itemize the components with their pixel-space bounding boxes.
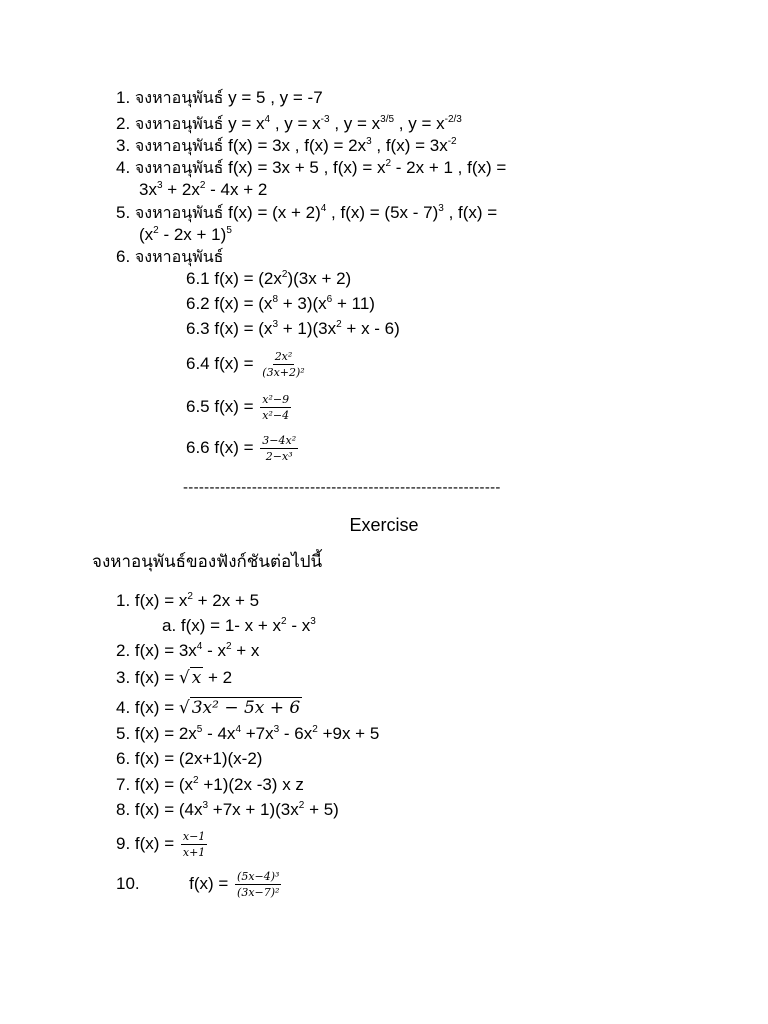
denominator: x+1 xyxy=(182,846,206,859)
exercise-number: 9. xyxy=(116,833,131,853)
expr-part: f(x) = 3x xyxy=(134,641,197,660)
exercise-number: 7. xyxy=(116,775,131,794)
exponent: 2 xyxy=(281,269,288,280)
exponent: 3 xyxy=(310,616,316,627)
exercise-title: Exercise xyxy=(349,515,419,535)
numerator: x²−9 xyxy=(262,393,290,406)
exercise-6 xyxy=(116,748,262,770)
exponent: -2 xyxy=(447,136,457,147)
question-2 xyxy=(116,113,462,135)
fraction xyxy=(260,350,306,379)
radicand: x xyxy=(191,668,202,688)
expr-part: - x xyxy=(207,641,226,660)
question-number: 4. xyxy=(116,158,131,177)
expr-part: + 3)(x xyxy=(282,294,327,313)
expr-part: , f(x) = (5x - 7) xyxy=(331,203,439,222)
exponent: 3 xyxy=(202,800,209,811)
expr-part: f(x) = 2x xyxy=(134,724,197,743)
expr-part: f(x) = x xyxy=(134,591,188,610)
exponent: 8 xyxy=(272,294,278,305)
expr-part: +1)(2x -3) x z xyxy=(203,775,304,794)
expr-part: )(3x + 2) xyxy=(287,269,352,288)
expr-part: - 4x + 2 xyxy=(210,180,268,199)
expr-part: - 4x xyxy=(207,724,236,743)
exponent: 2 xyxy=(281,616,287,627)
expr-part: f(x) = (x + 2) xyxy=(228,203,321,222)
exponent: 6 xyxy=(326,294,333,305)
question-instruction: จงหาอนุพันธ์ xyxy=(134,88,224,107)
exercise-number: 2. xyxy=(116,641,131,660)
exponent: 2 xyxy=(153,225,159,236)
expr-part: +7x xyxy=(245,724,274,743)
exponent: 2 xyxy=(199,180,206,191)
exercise-1a xyxy=(162,615,316,637)
question-6-6 xyxy=(186,434,298,463)
exponent: 3 xyxy=(273,724,280,735)
question-1 xyxy=(116,87,323,109)
expr-part: f(x) = xyxy=(134,833,175,853)
exponent: 2 xyxy=(336,319,342,330)
question-6-5 xyxy=(186,393,291,422)
question-number: 2. xyxy=(116,114,131,133)
exercise-5 xyxy=(116,723,379,745)
question-instruction: จงหาอนุพันธ์ xyxy=(134,158,224,177)
section-divider: ------------------------------------------------------------ xyxy=(183,479,501,496)
question-number: 1. xyxy=(116,88,131,107)
exponent: 2 xyxy=(385,158,392,169)
numerator: 2x² xyxy=(274,350,293,363)
exponent: 5 xyxy=(226,225,232,236)
exponent: 2 xyxy=(225,641,232,652)
expr-part: 3x xyxy=(139,180,157,199)
expr-part: 6.5 f(x) = xyxy=(186,396,254,416)
question-3 xyxy=(116,135,457,157)
expr-part: 6.6 f(x) = xyxy=(186,437,254,457)
numerator: 3−4x² xyxy=(262,434,297,447)
expr-part: + x xyxy=(236,641,260,660)
question-number: 5. xyxy=(116,203,131,222)
exercise-7 xyxy=(116,774,304,796)
denominator: x²−4 xyxy=(262,409,290,422)
question-number: 3. xyxy=(116,136,131,155)
question-number: 6. xyxy=(116,247,131,266)
exponent: 4 xyxy=(235,724,241,735)
question-4 xyxy=(116,157,506,179)
exponent: 2 xyxy=(187,591,193,602)
expr-part: y = x xyxy=(228,114,265,133)
expr-part: + x - 6) xyxy=(346,319,400,338)
expr-part: f(x) = 3x , f(x) = 2x xyxy=(228,136,367,155)
fraction xyxy=(181,830,207,859)
exercise-number: 1. xyxy=(116,591,131,610)
expr-part: - x xyxy=(291,616,311,635)
exponent: 4 xyxy=(264,114,271,125)
question-6-2 xyxy=(186,293,375,315)
question-6 xyxy=(116,246,223,268)
question-6-1 xyxy=(186,268,351,290)
expr-part: + 2 xyxy=(208,668,233,687)
expr-part: f(x) = xyxy=(134,698,175,717)
expr-part: , y = x xyxy=(274,114,321,133)
expr-part: +9x + 5 xyxy=(322,724,380,743)
exponent: 3 xyxy=(438,203,444,214)
question-6-4 xyxy=(186,350,307,379)
square-root: √ x xyxy=(178,668,202,688)
exercise-8 xyxy=(116,799,339,821)
exponent: 3 xyxy=(272,319,278,330)
expr-part: +7x + 1)(3x xyxy=(212,800,299,819)
exercise-instruction: จงหาอนุพันธ์ของฟังก์ชันต่อไปนี้ xyxy=(92,552,323,572)
numerator: x−1 xyxy=(182,830,206,843)
expr-part: f(x) = (2x+1)(x-2) xyxy=(134,749,263,768)
radicand: 3x² − 5x + 6 xyxy=(191,698,301,718)
expr-part: , y = x xyxy=(398,114,445,133)
fraction xyxy=(260,434,298,463)
expr-part: + 1)(3x xyxy=(282,319,337,338)
expr-part: 6.4 f(x) = xyxy=(186,353,254,373)
question-5 xyxy=(116,202,497,224)
exponent: 3/5 xyxy=(380,114,395,125)
exercise-number: 4. xyxy=(116,698,131,717)
question-instruction: จงหาอนุพันธ์ xyxy=(134,247,224,266)
expr-part: a. f(x) = 1- x + x xyxy=(162,616,282,635)
expr-part: , y = x xyxy=(334,114,381,133)
square-root: √ 3x² − 5x + 6 xyxy=(178,698,301,718)
exercise-2 xyxy=(116,640,259,662)
exponent: -3 xyxy=(320,114,330,125)
question-instruction: จงหาอนุพันธ์ xyxy=(134,203,224,222)
expr-part: (x xyxy=(139,225,154,244)
denominator: (3x+2)² xyxy=(262,366,305,379)
expr-part: - 2x + 1 , f(x) = xyxy=(395,158,507,177)
expr-part: f(x) = 3x + 5 , f(x) = x xyxy=(228,158,386,177)
expr-part: + 2x xyxy=(167,180,200,199)
expr-part: , f(x) = xyxy=(448,203,498,222)
exponent: 2 xyxy=(298,800,305,811)
exponent: -2/3 xyxy=(444,114,462,125)
expr-part: , f(x) = 3x xyxy=(376,136,448,155)
exercise-4 xyxy=(116,697,302,719)
exponent: 3 xyxy=(366,136,372,147)
expr-part: - 6x xyxy=(283,724,313,743)
exponent: 5 xyxy=(196,724,203,735)
exercise-1 xyxy=(116,590,259,612)
expr-part: - 2x + 1) xyxy=(163,225,227,244)
exponent: 4 xyxy=(196,641,203,652)
expr-part: f(x) = (4x xyxy=(134,800,203,819)
question-instruction: จงหาอนุพันธ์ xyxy=(134,136,224,155)
exponent: 2 xyxy=(312,724,318,735)
exercise-9 xyxy=(116,830,207,859)
fraction xyxy=(235,870,281,899)
expr-part: f(x) = xyxy=(189,873,229,893)
expr-part: + 11) xyxy=(336,294,375,313)
exercise-number: 10. xyxy=(116,873,140,893)
expr-part: f(x) = xyxy=(134,668,175,687)
exercise-number: 8. xyxy=(116,800,131,819)
exercise-10 xyxy=(116,870,281,899)
expr-part: f(x) = (x xyxy=(134,775,194,794)
question-expression: y = 5 , y = -7 xyxy=(228,88,323,107)
question-5-continued xyxy=(139,224,232,246)
question-6-3 xyxy=(186,318,400,340)
denominator: 2−x³ xyxy=(265,450,293,463)
expr-part: 6.1 f(x) = (2x xyxy=(186,269,282,288)
exponent: 3 xyxy=(156,180,163,191)
numerator: (5x−4)³ xyxy=(237,870,280,883)
exercise-number: 6. xyxy=(116,749,131,768)
question-4-continued xyxy=(139,179,267,201)
question-instruction: จงหาอนุพันธ์ xyxy=(134,114,224,133)
exercise-3 xyxy=(116,667,232,689)
denominator: (3x−7)² xyxy=(237,886,280,899)
expr-part: 6.3 f(x) = (x xyxy=(186,319,273,338)
exponent: 4 xyxy=(320,203,327,214)
exercise-number: 3. xyxy=(116,668,131,687)
expr-part: + 5) xyxy=(309,800,339,819)
fraction xyxy=(260,393,291,422)
expr-part: 6.2 f(x) = (x xyxy=(186,294,273,313)
exercise-number: 5. xyxy=(116,724,131,743)
expr-part: + 2x + 5 xyxy=(197,591,260,610)
exponent: 2 xyxy=(193,775,199,786)
